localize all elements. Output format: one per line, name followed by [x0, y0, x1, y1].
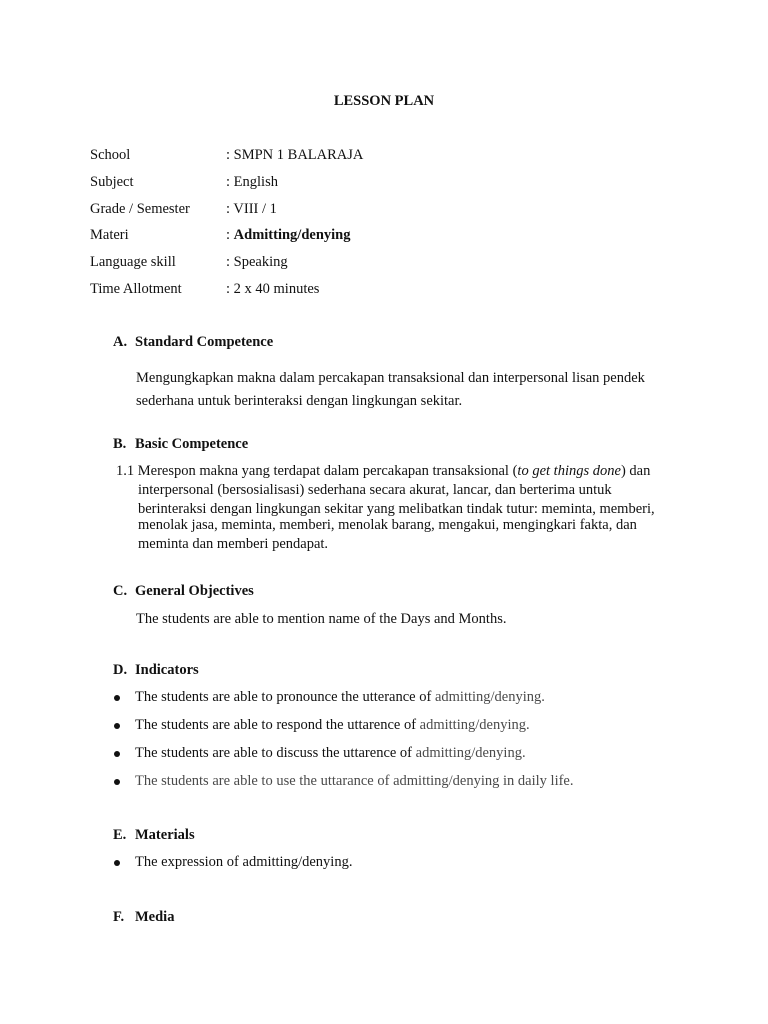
indicator-item-3-muted: admitting/denying. [415, 745, 526, 761]
section-b-line-1 [116, 462, 650, 481]
indicator-item-2-muted: admitting/denying. [419, 717, 530, 733]
info-label-language-skill: Language skill [90, 254, 176, 270]
section-d-title: Indicators [135, 662, 199, 678]
section-b-line-3-text: berinteraksi dengan lingkungan sekitar yang melibatkan tindak tutur: meminta, memberi, [138, 501, 655, 517]
info-value-language-skill: : Speaking [226, 254, 288, 270]
info-value-time-allotment: : 2 x 40 minutes [226, 281, 320, 297]
material-item-1: The expression of admitting/denying. [135, 854, 353, 870]
bullet-icon [114, 751, 120, 757]
section-c-letter: C. [113, 583, 128, 599]
info-value-materi-prefix: : [226, 227, 234, 243]
section-e-heading [113, 827, 195, 844]
section-f-title: Media [135, 909, 175, 925]
info-label-school: School [90, 147, 131, 163]
section-a-title: Standard Competence [135, 334, 274, 350]
info-label-grade: Grade / Semester [90, 201, 190, 217]
section-b-line-1-suffix: ) dan [620, 463, 651, 479]
indicator-item-4: The students are able to use the uttarance of admitting/denying in daily life. [135, 773, 574, 789]
section-f-heading [113, 909, 174, 926]
section-e-letter: E. [113, 827, 127, 843]
section-a-letter: A. [113, 334, 128, 350]
section-b-line-1-italic: to get things done [517, 463, 621, 479]
section-f-letter: F. [113, 909, 125, 925]
section-b-heading [113, 436, 248, 453]
section-b-letter: B. [113, 436, 127, 452]
info-label-time-allotment: Time Allotment [90, 281, 182, 297]
bullet-icon [114, 860, 120, 866]
section-b-line-5 [116, 535, 328, 554]
info-value-grade: : VIII / 1 [226, 201, 277, 217]
indicator-item-1-text: The students are able to pronounce the utterance of [135, 689, 435, 705]
indicator-item-2 [135, 717, 530, 734]
info-value-subject: : English [226, 174, 278, 190]
section-c-heading [113, 583, 254, 600]
indicator-item-3 [135, 745, 526, 762]
section-a-line-2: sederhana untuk berinteraksi dengan lingkungan sekitar. [136, 393, 463, 409]
bullet-icon [114, 695, 120, 701]
bullet-icon [114, 723, 120, 729]
section-a-heading [113, 334, 273, 351]
section-b-line-4 [116, 516, 637, 535]
section-b-line-4-text: menolak jasa, meminta, memberi, menolak barang, mengakui, mengingkari fakta, dan [138, 517, 637, 533]
info-label-subject: Subject [90, 174, 134, 190]
section-e-title: Materials [135, 827, 195, 843]
indicator-item-2-text: The students are able to respond the uttarence of [135, 717, 420, 733]
indicator-item-1 [135, 689, 545, 706]
page-title: LESSON PLAN [333, 93, 435, 109]
section-c-text: The students are able to mention name of the Days and Months. [136, 611, 507, 627]
section-d-letter: D. [113, 662, 128, 678]
bullet-icon [114, 779, 120, 785]
info-value-materi-bold: Admitting/denying [233, 227, 351, 243]
indicator-item-3-text: The students are able to discuss the uttarence of [135, 745, 416, 761]
info-label-materi: Materi [90, 227, 129, 243]
section-b-line-1-prefix: 1.1 Merespon makna yang terdapat dalam percakapan transaksional ( [116, 463, 518, 479]
section-b-line-2-text: interpersonal (bersosialisasi) sederhana secara akurat, lancar, dan berterima untuk [138, 482, 612, 498]
section-b-line-2 [116, 481, 612, 500]
info-value-school: : SMPN 1 BALARAJA [226, 147, 364, 163]
info-value-materi [226, 227, 351, 244]
section-b-line-5-text: meminta dan memberi pendapat. [138, 536, 329, 552]
section-b-title: Basic Competence [135, 436, 249, 452]
indicator-item-1-muted: admitting/denying. [434, 689, 545, 705]
section-d-heading [113, 662, 199, 679]
section-a-line-1: Mengungkapkan makna dalam percakapan transaksional dan interpersonal lisan pendek [136, 370, 645, 386]
section-c-title: General Objectives [135, 583, 254, 599]
